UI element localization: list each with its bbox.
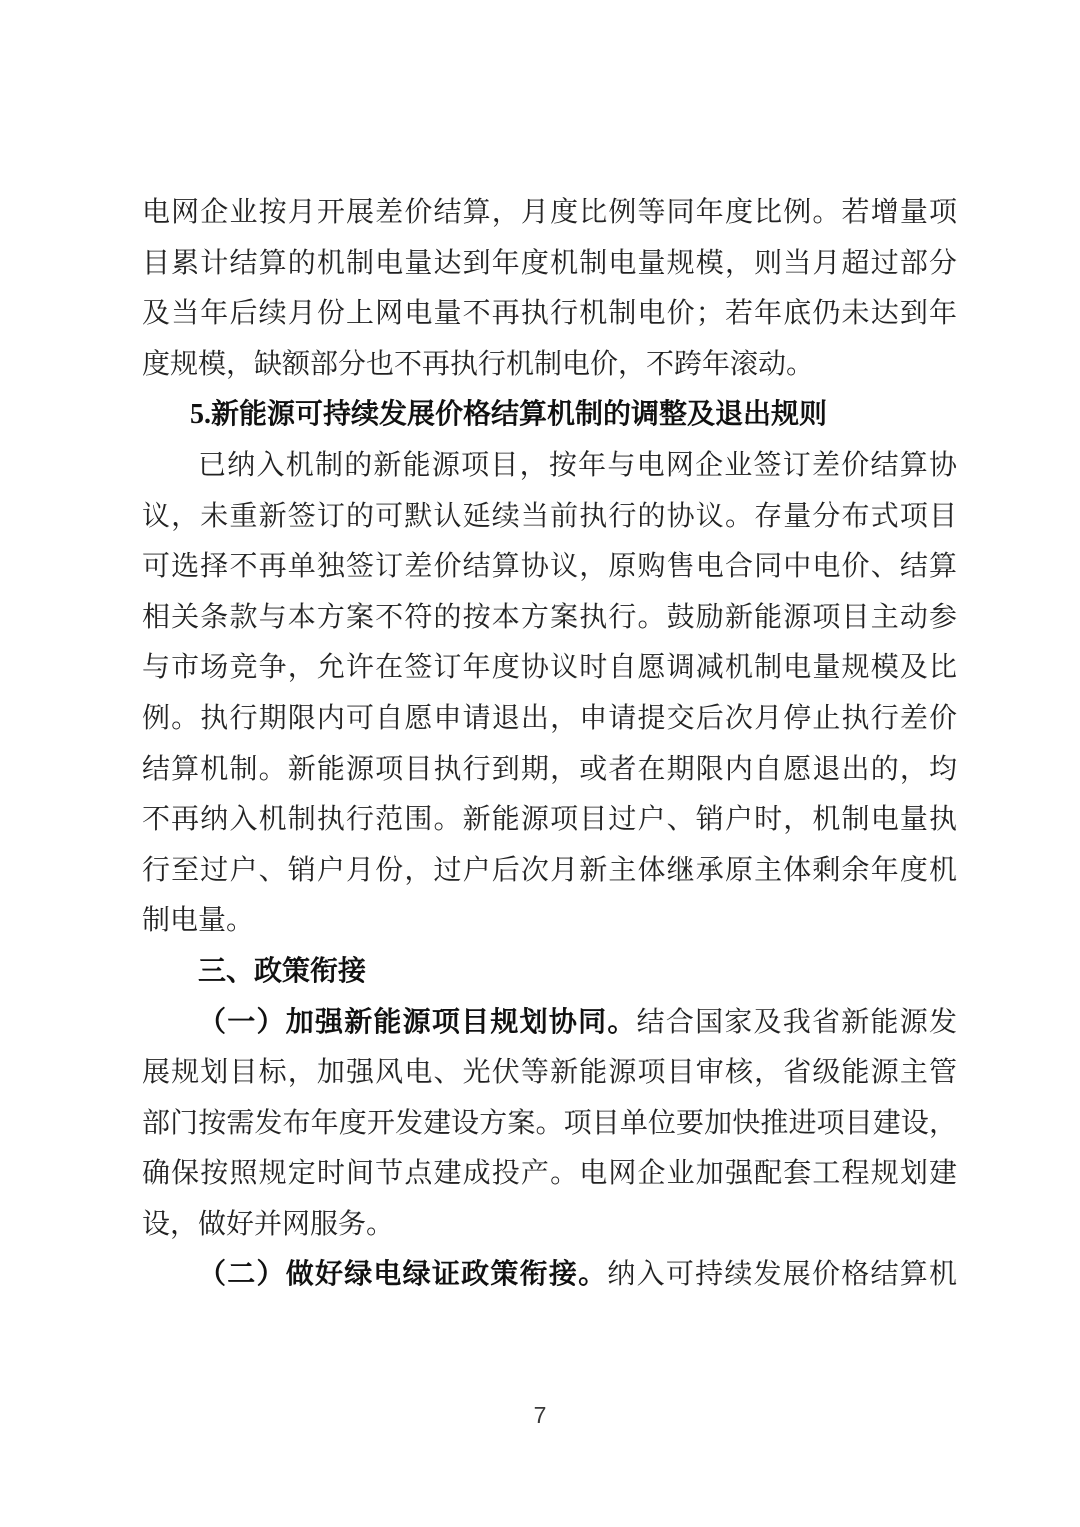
text-line: 例。执行期限内可自愿申请退出，申请提交后次月停止执行差价 [142, 702, 957, 734]
text-line: 与市场竞争，允许在签订年度协议时自愿调减机制电量规模及比 [142, 652, 957, 684]
text-line: 部门按需发布年度开发建设方案。项目单位要加快推进项目建设， [142, 1107, 957, 1139]
text-line: 制电量。 [142, 905, 255, 937]
text-line [142, 1250, 957, 1301]
text-line: 展规划目标，加强风电、光伏等新能源项目审核，省级能源主管 [142, 1057, 957, 1089]
text-line: 目累计结算的机制电量达到年度机制电量规模，则当月超过部分 [142, 247, 957, 279]
text-line: 确保按照规定时间节点建成投产。电网企业加强配套工程规划建 [142, 1158, 957, 1190]
text-line: 行至过户、销户月份，过户后次月新主体继承原主体剩余年度机 [142, 854, 957, 886]
text-line: 度规模，缺额部分也不再执行机制电价，不跨年滚动。 [142, 348, 815, 380]
text-line: 已纳入机制的新能源项目，按年与电网企业签订差价结算协 [198, 449, 957, 481]
page-number: 7 [533, 1402, 547, 1428]
text-line: 电网企业按月开展差价结算，月度比例等同年度比例。若增量项 [142, 197, 957, 228]
section-heading-3: 三、政策衔接 [198, 955, 367, 987]
paragraph-lead-rest: 纳入可持续发展价格结算机 [607, 1259, 957, 1291]
subsection-heading-5: 5.新能源可持续发展价格结算机制的调整及退出规则 [190, 399, 828, 431]
text-line: 可选择不再单独签订差价结算协议，原购售电合同中电价、结算 [142, 551, 957, 583]
text-line: 结算机制。新能源项目执行到期，或者在期限内自愿退出的，均 [142, 753, 957, 785]
document-body [142, 188, 957, 1301]
paragraph-lead-rest: 结合国家及我省新能源发 [636, 1006, 957, 1038]
text-line: 不再纳入机制执行范围。新能源项目过户、销户时，机制电量执 [142, 804, 957, 836]
paragraph-lead: （一）加强新能源项目规划协同。 [198, 1006, 637, 1038]
text-line: 相关条款与本方案不符的按本方案执行。鼓励新能源项目主动参 [142, 601, 957, 633]
paragraph-lead: （二）做好绿电绿证政策衔接。 [198, 1259, 608, 1291]
text-line [142, 998, 957, 1049]
text-line: 设，做好并网服务。 [142, 1208, 395, 1240]
text-line: 及当年后续月份上网电量不再执行机制电价；若年底仍未达到年 [142, 298, 957, 330]
text-line: 议，未重新签订的可默认延续当前执行的协议。存量分布式项目 [142, 500, 957, 532]
